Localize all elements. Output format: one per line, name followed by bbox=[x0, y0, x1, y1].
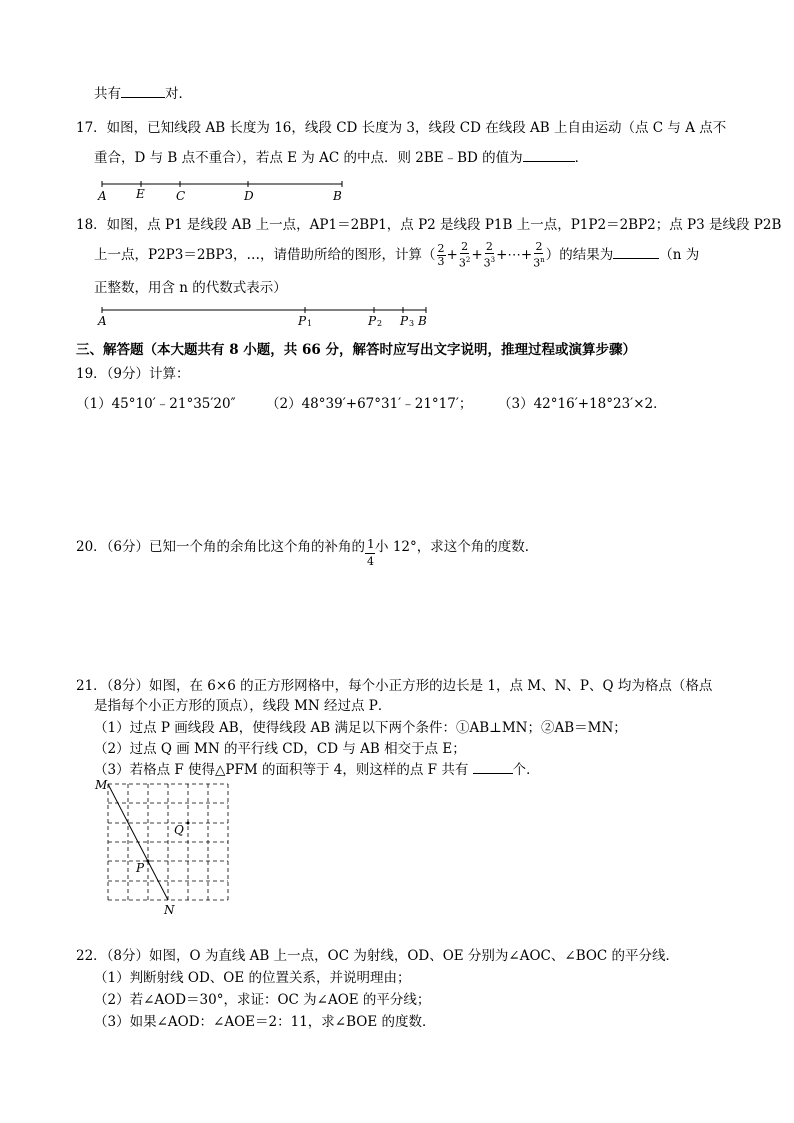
point-label-a: A bbox=[98, 189, 107, 203]
point-label-d: D bbox=[244, 189, 254, 203]
q22-sub2: （2）若∠AOD＝30°，求证：OC 为∠AOE 的平分线； bbox=[94, 992, 431, 1008]
q22-sub3: （3）如果∠AOD：∠AOE＝2：11，求∠BOE 的度数． bbox=[94, 1014, 436, 1030]
q21-line2: 是指每个小正方形的顶点），线段 MN 经过点 P． bbox=[94, 698, 392, 714]
fraction-2: $\frac{2}{3^2}$ bbox=[458, 240, 471, 270]
point-label-p: P bbox=[136, 861, 145, 875]
point-label-q: Q bbox=[174, 823, 184, 837]
answer-blank[interactable] bbox=[121, 85, 165, 98]
answer-blank[interactable] bbox=[473, 761, 513, 774]
q16-tail: 共有 对． bbox=[94, 86, 192, 102]
q22-sub1: （1）判断射线 OD、OE 的位置关系，并说明理由； bbox=[94, 970, 411, 986]
fraction-n: $\frac{2}{3^n}$ bbox=[533, 240, 545, 270]
subscript-2: 2 bbox=[377, 319, 383, 328]
subscript-1: 1 bbox=[307, 319, 313, 328]
q19-header: 19．（9分）计算： bbox=[76, 366, 190, 382]
q18-line1: 18．如图，点 P1 是线段 AB 上一点，AP1＝2BP1，点 P2 是线段 P1B 上一点，P1P2＝2BP2；点 P3 是线段 P2B bbox=[76, 217, 782, 233]
subscript-3: 3 bbox=[409, 319, 415, 328]
dashed-grid bbox=[108, 784, 228, 900]
point-label-m: M bbox=[95, 778, 108, 792]
q18-line3: 正整数，用含 n 的代数式表示） bbox=[94, 280, 287, 296]
q21-grid-figure bbox=[92, 776, 242, 918]
section-title: 三、解答题（本大题共有 8 小题，共 66 分，解答时应写出文字说明，推理过程或演算步骤） bbox=[76, 342, 636, 358]
answer-blank[interactable] bbox=[613, 246, 659, 259]
q17-line1: 17．如图，已知线段 AB 长度为 16，线段 CD 长度为 3，线段 CD 在线段 AB 上自由运动（点 C 与 A 点不 bbox=[76, 120, 727, 136]
point-label-e: E bbox=[136, 187, 145, 201]
q22-line1: 22．（8分）如图，O 为直线 AB 上一点，OC 为射线，OD、OE 分别为∠AOC、∠BOC 的平分线． bbox=[76, 948, 680, 964]
answer-blank[interactable] bbox=[523, 149, 575, 162]
q17-segment-figure bbox=[90, 176, 360, 204]
point-label-b: B bbox=[418, 314, 427, 328]
q21-sub2: （2）过点 Q 画 MN 的平行线 CD，CD 与 AB 相交于点 E； bbox=[94, 741, 466, 757]
q17-line2: 重合，D 与 B 点不重合），若点 E 为 AC 的中点．则 2BE﹣BD 的值为 ． bbox=[94, 150, 589, 166]
point-label-n: N bbox=[164, 903, 175, 917]
point-q bbox=[187, 822, 190, 825]
q19-part2: （2）48°39′+67°31′﹣21°17′； bbox=[266, 396, 473, 412]
point-label-c: C bbox=[176, 189, 186, 203]
point-label-b: B bbox=[333, 189, 342, 203]
fraction-3: $\frac{2}{3^3}$ bbox=[483, 240, 496, 270]
point-label-a: A bbox=[98, 314, 107, 328]
point-label-p2: P bbox=[368, 314, 377, 328]
q21-line1: 21．（8分）如图，在 6×6 的正方形网格中，每个小正方形的边长是 1，点 M、N、P、Q 均为格点（格点 bbox=[76, 678, 713, 694]
q18-line2: 上一点，P2P3＝2BP3，…，请借助所给的图形，计算（ $\frac{2}{3}$ + $\frac{2}{3^2}$ + $\frac{2}{3^3}$ +⋯+ $\frac{2}{3^n}$ ）的结果为 （n 为 bbox=[94, 240, 700, 270]
q19-part3: （3）42°16′+18°23′×2． bbox=[498, 396, 667, 412]
point-label-p1: P bbox=[298, 314, 307, 328]
q21-sub1: （1）过点 P 画线段 AB，使得线段 AB 满足以下两个条件：①AB⊥MN；②AB＝MN； bbox=[94, 720, 627, 736]
q21-sub3: （3）若格点 F 使得△PFM 的面积等于 4，则这样的点 F 共有 个． bbox=[94, 762, 540, 778]
q20-text: 20．（6分）已知一个角的余角比这个角的补角的 $\frac{1}{4}$ 小 12°，求这个角的度数． bbox=[76, 537, 539, 568]
point-label-p3: P bbox=[400, 314, 409, 328]
q19-part1: （1）45°10′﹣21°35′20″ bbox=[76, 396, 236, 412]
point-p bbox=[147, 860, 150, 863]
q18-segment-figure bbox=[94, 300, 434, 328]
fraction-1: $\frac{2}{3}$ bbox=[437, 242, 445, 268]
